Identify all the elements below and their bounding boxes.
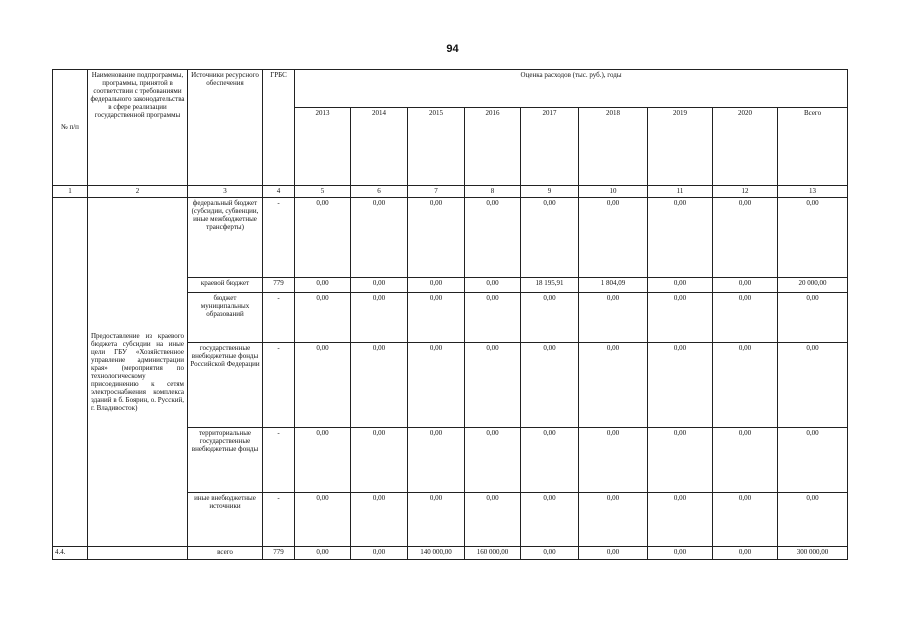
value-cell: 0,00: [778, 293, 848, 343]
header-year: 2016: [465, 108, 521, 186]
header-year: 2019: [648, 108, 713, 186]
value-cell: 0,00: [579, 198, 648, 278]
page-number: 94: [446, 43, 459, 55]
value-cell: 0,00: [351, 198, 408, 278]
source-cell: всего: [188, 547, 263, 560]
value-cell: 0,00: [465, 493, 521, 547]
header-year: 2017: [521, 108, 579, 186]
grbs-cell: -: [263, 428, 295, 493]
value-cell: 0,00: [351, 493, 408, 547]
value-cell: 0,00: [295, 198, 351, 278]
header-year: 2015: [408, 108, 465, 186]
value-cell: 0,00: [408, 493, 465, 547]
grbs-cell: -: [263, 343, 295, 428]
source-cell: краевой бюджет: [188, 278, 263, 293]
value-cell: 0,00: [408, 343, 465, 428]
column-number: 6: [351, 186, 408, 198]
value-cell: 0,00: [521, 343, 579, 428]
table-row: [53, 198, 848, 278]
value-cell: 0,00: [351, 428, 408, 493]
value-cell: 0,00: [713, 343, 778, 428]
value-cell: 0,00: [713, 547, 778, 560]
value-cell: 0,00: [408, 198, 465, 278]
source-cell: иные внебюджетные источники: [188, 493, 263, 547]
value-cell: 0,00: [648, 428, 713, 493]
header-year: 2014: [351, 108, 408, 186]
value-cell: 0,00: [648, 343, 713, 428]
header-name: Наименование подпрограммы, программы, принятой в соответствии с требованиями федерального законодательства в сфере реализации государственной программы: [88, 70, 188, 186]
value-cell: 0,00: [579, 493, 648, 547]
source-cell: территориальные государственные внебюджетные фонды: [188, 428, 263, 493]
value-cell: 0,00: [713, 293, 778, 343]
header-estimate: Оценка расходов (тыс. руб.), годы: [295, 70, 848, 108]
value-cell: 0,00: [713, 278, 778, 293]
column-number: 11: [648, 186, 713, 198]
value-cell: 0,00: [465, 428, 521, 493]
value-cell: 0,00: [295, 343, 351, 428]
value-cell: 0,00: [408, 278, 465, 293]
row-name: [88, 547, 188, 560]
value-cell: 0,00: [778, 493, 848, 547]
header-year: 2018: [579, 108, 648, 186]
value-cell: 0,00: [778, 343, 848, 428]
value-cell: 0,00: [648, 293, 713, 343]
value-cell: 0,00: [465, 198, 521, 278]
value-cell: 0,00: [465, 293, 521, 343]
value-cell: 0,00: [408, 428, 465, 493]
column-number: 9: [521, 186, 579, 198]
value-cell: 0,00: [579, 428, 648, 493]
value-cell: 0,00: [648, 198, 713, 278]
value-cell: 0,00: [648, 493, 713, 547]
column-number: 8: [465, 186, 521, 198]
column-number: 13: [778, 186, 848, 198]
value-cell: 0,00: [351, 547, 408, 560]
header-grbs: ГРБС: [263, 70, 295, 186]
value-cell: 0,00: [295, 293, 351, 343]
grbs-cell: -: [263, 198, 295, 278]
value-cell: 0,00: [713, 428, 778, 493]
value-cell: 20 000,00: [778, 278, 848, 293]
value-cell: 0,00: [465, 278, 521, 293]
expenses-table: [52, 69, 848, 560]
value-cell: 0,00: [778, 198, 848, 278]
header-year: 2020: [713, 108, 778, 186]
column-number-row: [53, 186, 848, 198]
value-cell: 0,00: [521, 428, 579, 493]
value-cell: 0,00: [295, 493, 351, 547]
column-number: 1: [53, 186, 88, 198]
measure-description: Предоставление из краевого бюджета субсидии на иные цели ГБУ «Хозяйственное управление администрации края» (мероприятия по технологическому присоединению к сетям электроснабжения комплекса зданий в б. Боярин, о. Русский, г. Владивосток): [88, 198, 188, 547]
header-total: Всего: [778, 108, 848, 186]
value-cell: 0,00: [648, 278, 713, 293]
value-cell: 160 000,00: [465, 547, 521, 560]
value-cell: 0,00: [713, 493, 778, 547]
value-cell: 0,00: [579, 547, 648, 560]
value-cell: 0,00: [579, 293, 648, 343]
grbs-cell: 779: [263, 547, 295, 560]
column-number: 3: [188, 186, 263, 198]
value-cell: 0,00: [295, 547, 351, 560]
column-number: 4: [263, 186, 295, 198]
value-cell: 18 195,91: [521, 278, 579, 293]
value-cell: 140 000,00: [408, 547, 465, 560]
value-cell: 0,00: [713, 198, 778, 278]
row-number-empty: [53, 198, 88, 547]
value-cell: 0,00: [521, 198, 579, 278]
value-cell: 0,00: [295, 428, 351, 493]
value-cell: 0,00: [351, 278, 408, 293]
column-number: 10: [579, 186, 648, 198]
value-cell: 0,00: [778, 428, 848, 493]
value-cell: 0,00: [521, 293, 579, 343]
grbs-cell: -: [263, 493, 295, 547]
column-number: 5: [295, 186, 351, 198]
value-cell: 300 000,00: [778, 547, 848, 560]
column-number: 12: [713, 186, 778, 198]
header-source: Источники ресурсного обеспечения: [188, 70, 263, 186]
source-cell: государственные внебюджетные фонды Российской Федерации: [188, 343, 263, 428]
header-year: 2013: [295, 108, 351, 186]
header-num: № п/п: [53, 70, 88, 186]
value-cell: 0,00: [351, 343, 408, 428]
value-cell: 0,00: [295, 278, 351, 293]
grbs-cell: 779: [263, 278, 295, 293]
value-cell: 0,00: [351, 293, 408, 343]
row-number: 4.4.: [53, 547, 88, 560]
value-cell: 0,00: [408, 293, 465, 343]
value-cell: 1 804,09: [579, 278, 648, 293]
value-cell: 0,00: [465, 343, 521, 428]
value-cell: 0,00: [521, 547, 579, 560]
column-number: 7: [408, 186, 465, 198]
table-row-total: [53, 547, 848, 560]
value-cell: 0,00: [648, 547, 713, 560]
source-cell: бюджет муниципальных образований: [188, 293, 263, 343]
grbs-cell: -: [263, 293, 295, 343]
source-cell: федеральный бюджет (субсидии, субвенции, иные межбюджетные трансферты): [188, 198, 263, 278]
value-cell: 0,00: [579, 343, 648, 428]
column-number: 2: [88, 186, 188, 198]
value-cell: 0,00: [521, 493, 579, 547]
